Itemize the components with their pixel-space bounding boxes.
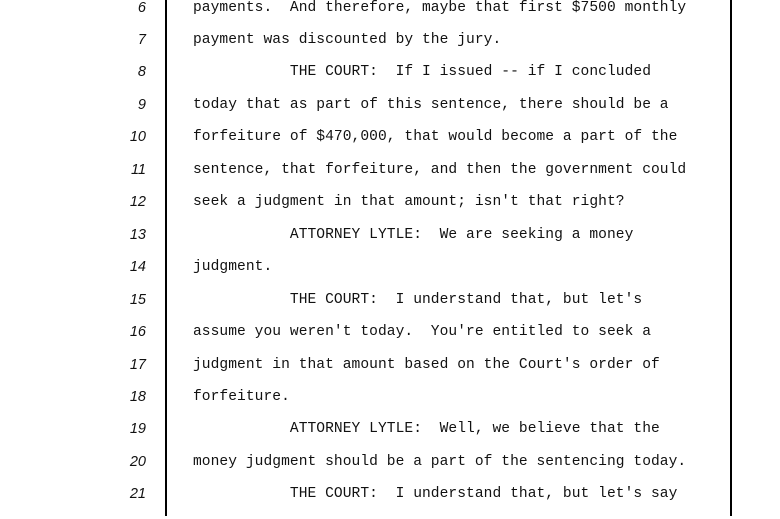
line-text: THE COURT: I understand that, but let's <box>193 292 643 308</box>
line-number: 18 <box>129 389 146 405</box>
transcript-line <box>0 129 780 162</box>
transcript-line <box>0 389 780 422</box>
transcript-line <box>0 64 780 97</box>
transcript-line <box>0 32 780 65</box>
transcript-line <box>0 0 780 33</box>
line-number: 19 <box>129 421 146 437</box>
transcript-line <box>0 162 780 195</box>
line-text: money judgment should be a part of the sentencing today. <box>193 454 687 470</box>
line-number: 12 <box>129 194 146 210</box>
line-text: ATTORNEY LYTLE: We are seeking a money <box>193 227 634 243</box>
line-number: 10 <box>129 129 146 145</box>
transcript-line <box>0 357 780 390</box>
line-text: forfeiture. <box>193 389 290 405</box>
line-number: 9 <box>137 97 146 113</box>
line-number: 7 <box>137 32 146 48</box>
line-number: 15 <box>129 292 146 308</box>
line-number: 17 <box>129 357 146 373</box>
line-text: seek a judgment in that amount; isn't that right? <box>193 194 625 210</box>
transcript-line <box>0 454 780 487</box>
line-number: 11 <box>130 162 146 178</box>
line-text: payment was discounted by the jury. <box>193 32 502 48</box>
line-text: judgment in that amount based on the Court's order of <box>193 357 660 373</box>
line-number: 13 <box>129 227 146 243</box>
transcript-line <box>0 227 780 260</box>
transcript-line <box>0 324 780 357</box>
line-text: forfeiture of $470,000, that would become a part of the <box>193 129 678 145</box>
line-text: THE COURT: I understand that, but let's say <box>193 486 678 502</box>
line-number: 20 <box>129 454 146 470</box>
line-text: THE COURT: If I issued -- if I concluded <box>193 64 651 80</box>
line-text: assume you weren't today. You're entitled to seek a <box>193 324 651 340</box>
line-text: today that as part of this sentence, there should be a <box>193 97 669 113</box>
transcript-line <box>0 486 780 519</box>
line-text: payments. And therefore, maybe that first $7500 monthly <box>193 0 687 16</box>
line-text: judgment. <box>193 259 273 275</box>
transcript-line <box>0 194 780 227</box>
line-number: 21 <box>129 486 146 502</box>
line-number: 16 <box>129 324 146 340</box>
transcript-line <box>0 421 780 454</box>
transcript-line <box>0 259 780 292</box>
transcript-line <box>0 292 780 325</box>
line-text: ATTORNEY LYTLE: Well, we believe that the <box>193 421 660 437</box>
line-number: 8 <box>137 64 146 80</box>
line-number: 6 <box>137 0 146 16</box>
line-text: sentence, that forfeiture, and then the government could <box>193 162 687 178</box>
transcript-line <box>0 97 780 130</box>
line-number: 14 <box>129 259 146 275</box>
